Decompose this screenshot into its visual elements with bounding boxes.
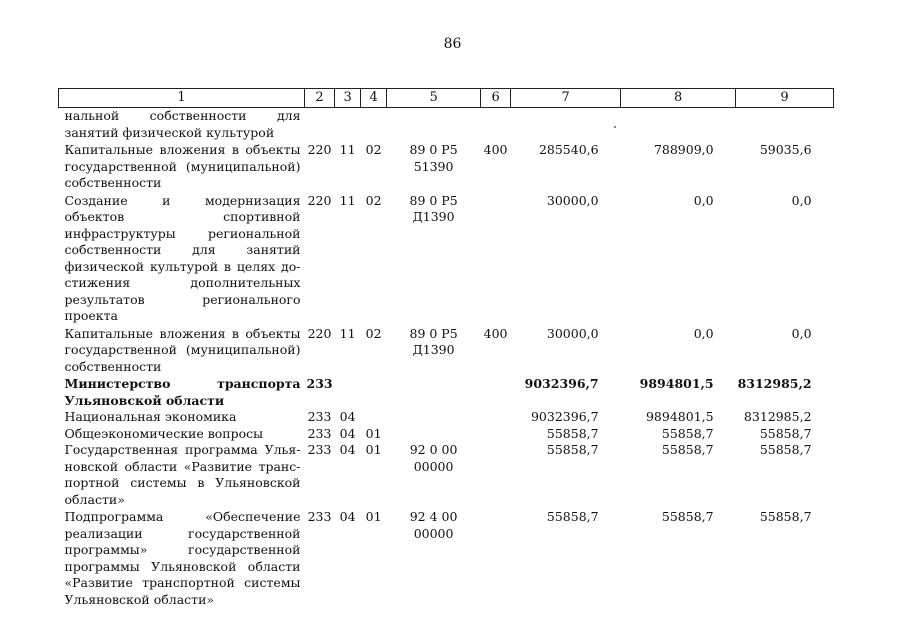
- row-amount-col8: 0,0: [693, 192, 714, 208]
- row-section-code: 04: [339, 442, 356, 457]
- row-expense-type: [481, 442, 511, 508]
- row-target-article: 89 0 Р5 Д1390: [409, 325, 458, 357]
- row-section-code: 11: [339, 325, 356, 341]
- header-col-2: 2: [305, 89, 335, 108]
- row-name: нальной собственности для занятий физической культурой: [64, 108, 301, 140]
- row-amount-col7: 55858,7: [546, 425, 599, 441]
- row-expense-type: 400: [483, 142, 508, 157]
- row-subsection-code: [361, 409, 387, 426]
- header-col-8: 8: [621, 89, 736, 108]
- table-row: [59, 508, 834, 608]
- row-section-code: [335, 375, 361, 409]
- row-amount-col9: 55858,7: [759, 425, 812, 441]
- row-subsection-code: 01: [365, 442, 382, 457]
- row-ministry-code: 220: [307, 142, 332, 157]
- header-col-1: 1: [59, 89, 305, 108]
- row-name: Капитальные вложения в объекты государственной (муниципальной) собственности: [64, 142, 301, 190]
- header-col-7: 7: [511, 89, 621, 108]
- row-amount-col7: 55858,7: [546, 442, 599, 457]
- row-amount-col9: 0,0: [791, 192, 812, 208]
- row-name: Создание и модернизация объектов спортивной инфраструктуры региональной собственности для занятий физической культурой в целях достижения дополнительных результатов регионального проекта: [64, 192, 301, 323]
- row-section-code: 11: [339, 192, 356, 208]
- row-amount-col9: 55858,7: [759, 509, 812, 524]
- table-row: [59, 108, 834, 142]
- row-amount-col8: 9894801,5: [645, 409, 714, 424]
- row-subsection-code: 02: [365, 142, 382, 157]
- row-expense-type: [481, 192, 511, 325]
- row-subsection-code: 01: [365, 425, 382, 441]
- row-section-code: 11: [339, 142, 356, 157]
- row-target-article: 92 4 00 00000: [409, 509, 458, 541]
- row-amount-col7: 55858,7: [546, 509, 599, 524]
- row-section-code: 04: [339, 509, 356, 524]
- row-subsection-code: 02: [365, 325, 382, 341]
- row-expense-type: [481, 409, 511, 426]
- row-subsection-code: [361, 375, 387, 409]
- row-amount-col8: 55858,7: [661, 509, 714, 524]
- row-amount-col9: 59035,6: [759, 142, 812, 157]
- row-amount-col9: 8312985,2: [737, 376, 812, 391]
- budget-table: [58, 88, 834, 608]
- row-amount-col7: 285540,6: [538, 142, 599, 157]
- table-row: [59, 426, 834, 443]
- row-name: Национальная экономика: [64, 409, 237, 424]
- row-name: Капитальные вложения в объекты государственной (муниципальной) собственности: [64, 325, 301, 374]
- row-expense-type: [481, 375, 511, 409]
- row-ministry-code: 233: [307, 425, 332, 441]
- row-amount-col8: 55858,7: [661, 442, 714, 457]
- row-target-article: 89 0 Р5 Д1390: [409, 192, 458, 224]
- table-row: [59, 192, 834, 325]
- header-col-5: 5: [387, 89, 481, 108]
- row-amount-col9: [736, 108, 834, 142]
- row-name: Общеэкономические вопросы: [64, 425, 264, 441]
- row-target-article: [387, 426, 481, 443]
- row-subsection-code: 02: [365, 192, 382, 208]
- row-amount-col9: 55858,7: [759, 442, 812, 457]
- row-amount-col8: 9894801,5: [639, 376, 714, 391]
- page-number: 86: [443, 36, 462, 52]
- row-amount-col8: 0,0: [693, 325, 714, 341]
- row-target-article: [387, 409, 481, 426]
- row-expense-type: [481, 508, 511, 608]
- row-ministry-code: 220: [307, 325, 332, 341]
- row-target-article: 89 0 Р5 51390: [409, 142, 458, 174]
- row-ministry-code: 220: [307, 192, 332, 208]
- row-name: Министерство транспорта Ульяновской области: [64, 376, 301, 408]
- table-row: [59, 325, 834, 376]
- row-ministry-code: 233: [307, 509, 332, 524]
- row-section-code: 04: [339, 425, 356, 441]
- row-target-article: 92 0 00 00000: [409, 442, 458, 474]
- scan-speck: [614, 126, 616, 128]
- row-name: Государственная программа Ульяновской области «Развитие транспортной системы в Ульяновской области»: [64, 442, 301, 507]
- header-col-4: 4: [361, 89, 387, 108]
- row-amount-col7: 30000,0: [546, 192, 599, 208]
- row-ministry-code: 233: [306, 376, 333, 391]
- header-col-3: 3: [335, 89, 361, 108]
- table-row: [59, 409, 834, 426]
- row-expense-type: [481, 108, 511, 142]
- row-amount-col9: 0,0: [791, 325, 812, 341]
- row-subsection-code: [361, 108, 387, 142]
- row-section-code: 04: [339, 409, 356, 424]
- row-target-article: [387, 375, 481, 409]
- row-amount-col8: 788909,0: [653, 142, 714, 157]
- table-row: [59, 141, 834, 192]
- row-amount-col7: [511, 108, 621, 142]
- row-name: Подпрограмма «Обеспечение реализации государственной программы» государственной программы Ульяновской области «Развитие транспортной системы Ульяновской области»: [64, 509, 301, 607]
- row-expense-type: 400: [483, 325, 508, 341]
- row-amount-col9: 8312985,2: [743, 409, 812, 424]
- table-row-ministry: [59, 375, 834, 409]
- row-ministry-code: 233: [307, 409, 332, 424]
- row-amount-col7: 30000,0: [546, 325, 599, 341]
- row-amount-col7: 9032396,7: [524, 376, 599, 391]
- header-col-9: 9: [736, 89, 834, 108]
- row-ministry-code: [305, 108, 335, 142]
- row-ministry-code: 233: [307, 442, 332, 457]
- row-amount-col8: 55858,7: [661, 425, 714, 441]
- row-amount-col7: 9032396,7: [530, 409, 599, 424]
- row-amount-col8: [621, 108, 736, 142]
- header-col-6: 6: [481, 89, 511, 108]
- table-row: [59, 442, 834, 508]
- row-target-article: [387, 108, 481, 142]
- row-section-code: [335, 108, 361, 142]
- table-header-row: [59, 89, 834, 108]
- row-subsection-code: 01: [365, 509, 382, 524]
- row-expense-type: [481, 426, 511, 443]
